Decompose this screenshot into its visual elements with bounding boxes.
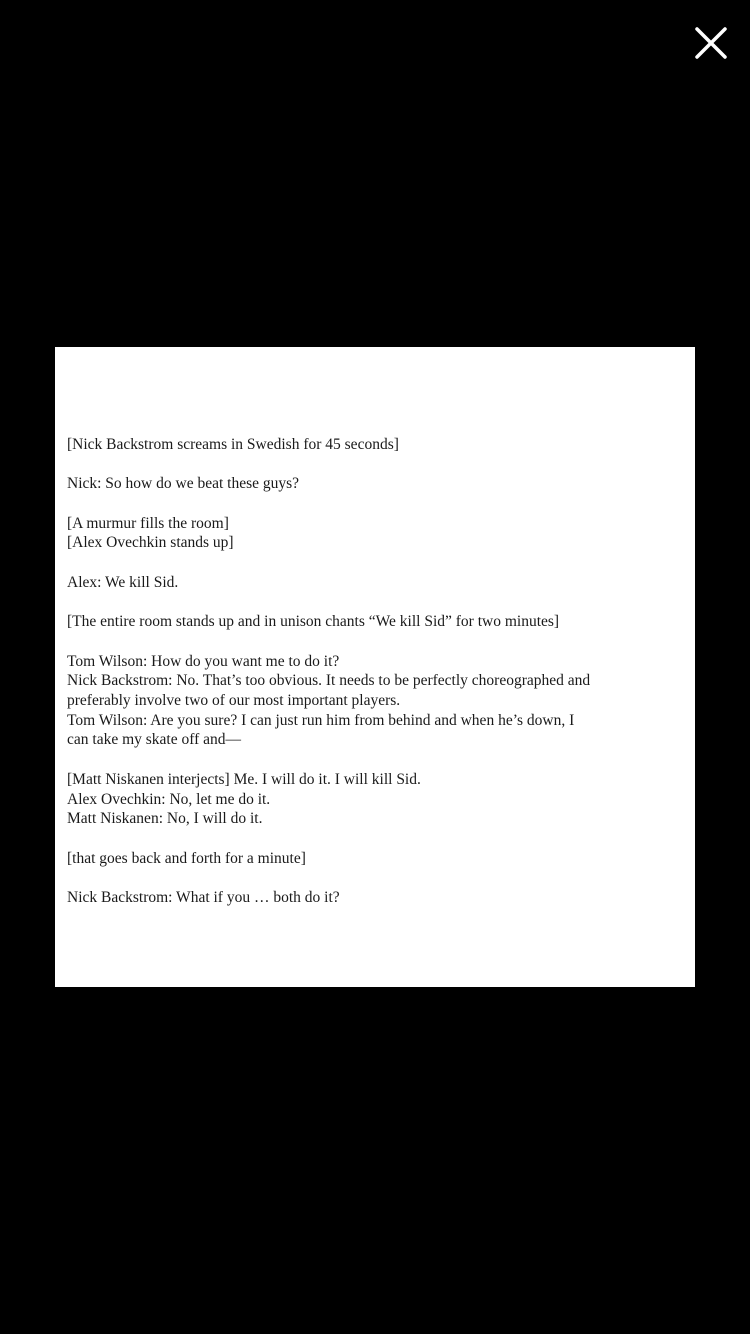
document-line: [Alex Ovechkin stands up] — [67, 534, 234, 552]
document-line: [The entire room stands up and in unison chants “We kill Sid” for two minutes] — [67, 613, 560, 631]
document-line: Tom Wilson: How do you want me to do it? — [67, 652, 340, 670]
document-image — [55, 347, 695, 987]
blank-line — [67, 553, 677, 573]
document-line: [A murmur fills the room] — [67, 514, 229, 532]
document-line: Alex: We kill Sid. — [67, 573, 179, 591]
document-line: Tom Wilson: Are you sure? I can just run him from behind and when he’s down, I — [67, 711, 575, 729]
blank-line — [67, 750, 677, 770]
document-text — [67, 435, 677, 908]
blank-line — [67, 455, 677, 475]
document-line: [Matt Niskanen interjects] Me. I will do it. I will kill Sid. — [67, 770, 421, 788]
blank-line — [67, 632, 677, 652]
document-line: [Nick Backstrom screams in Swedish for 45 seconds] — [67, 436, 399, 453]
document-line: Nick: So how do we beat these guys? — [67, 475, 300, 493]
blank-line — [67, 868, 677, 888]
document-line: Matt Niskanen: No, I will do it. — [67, 810, 263, 828]
blank-line — [67, 494, 677, 514]
document-line: Nick Backstrom: No. That’s too obvious. It needs to be perfectly choreographed and — [67, 672, 591, 690]
close-icon — [688, 20, 734, 66]
document-line: [that goes back and forth for a minute] — [67, 849, 306, 867]
document-line: preferably involve two of our most important players. — [67, 692, 401, 710]
document-line: Alex Ovechkin: No, let me do it. — [67, 790, 271, 808]
document-line: Nick Backstrom: What if you … both do it? — [67, 889, 340, 907]
document-line: can take my skate off and— — [67, 731, 242, 749]
blank-line — [67, 829, 677, 849]
blank-line — [67, 593, 677, 613]
close-button[interactable] — [688, 20, 734, 66]
